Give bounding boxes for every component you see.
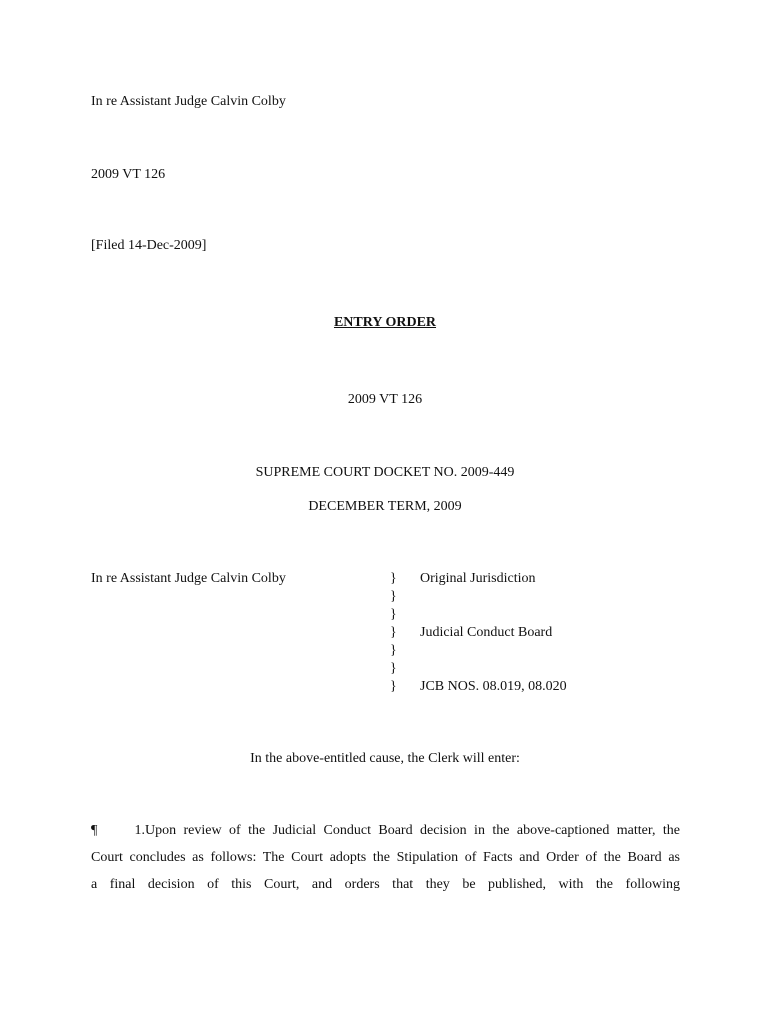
order-citation: 2009 VT 126 xyxy=(347,392,423,407)
caption-jcb-numbers: JCB NOS. 08.019, 08.020 xyxy=(420,679,567,694)
intro-text: In the above-entitled cause, the Clerk will enter: xyxy=(250,751,520,766)
caption-brace: } xyxy=(390,661,397,676)
term: DECEMBER TERM, 2009 xyxy=(308,499,462,514)
caption-brace: } xyxy=(390,589,397,604)
paragraph-1-line-2: Court concludes as follows: The Court adopts the Stipulation of Facts and Order of the Board as xyxy=(91,850,680,865)
docket-number: SUPREME COURT DOCKET NO. 2009-449 xyxy=(255,465,515,480)
caption-board: Judicial Conduct Board xyxy=(420,625,553,640)
caption-brace: } xyxy=(390,679,397,694)
caption-brace: } xyxy=(390,625,397,640)
caption-case-name: In re Assistant Judge Calvin Colby xyxy=(91,571,286,586)
paragraph-1 xyxy=(91,817,680,898)
filed-date: [Filed 14-Dec-2009] xyxy=(91,238,207,253)
entry-order-title: ENTRY ORDER xyxy=(333,315,437,330)
header-citation: 2009 VT 126 xyxy=(91,167,166,182)
caption-jurisdiction: Original Jurisdiction xyxy=(420,571,536,586)
header-case-name: In re Assistant Judge Calvin Colby xyxy=(91,94,286,109)
paragraph-1-line-3: a final decision of this Court, and orders that they be published, with the following xyxy=(91,877,680,892)
caption-brace: } xyxy=(390,571,397,586)
paragraph-1-line-1 xyxy=(91,817,680,844)
caption-brace: } xyxy=(390,607,397,622)
caption-brace: } xyxy=(390,643,397,658)
paragraph-marker: ¶ 1. xyxy=(91,823,145,838)
paragraph-1-text-line-1: Upon review of the Judicial Conduct Board decision in the above-captioned matter, the xyxy=(145,823,680,838)
